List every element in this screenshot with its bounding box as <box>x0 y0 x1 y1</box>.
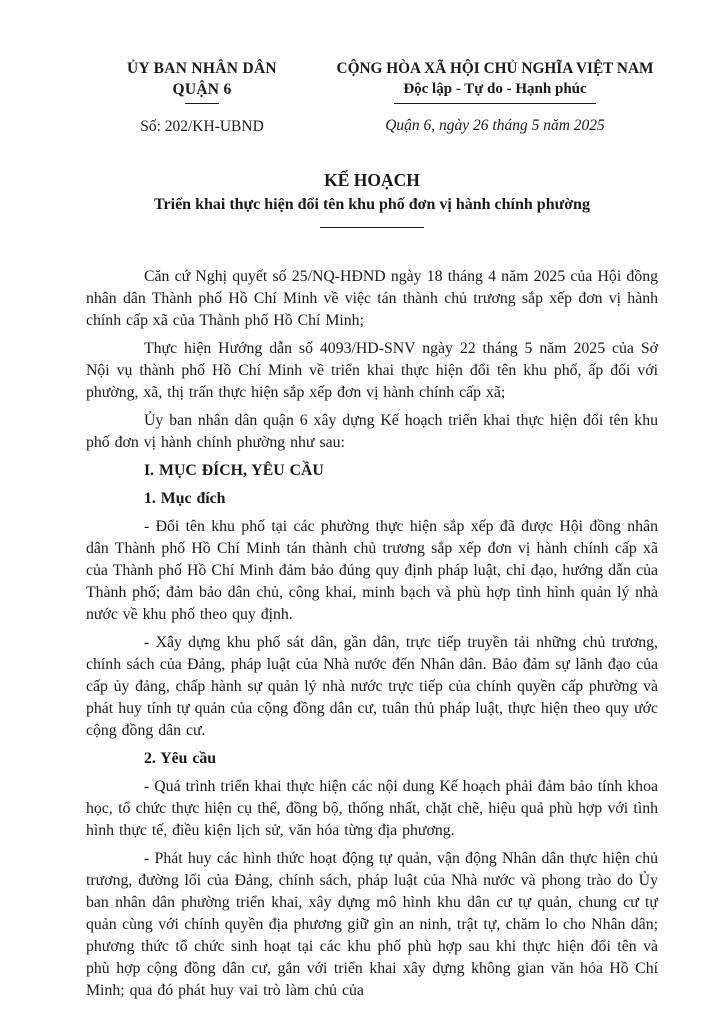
paragraph: Căn cứ Nghị quyết số 25/NQ-HĐND ngày 18 tháng 4 năm 2025 của Hội đồng nhân dân Thành phố Hồ Chí Minh về việc tán thành chủ trương sắp xếp đơn vị hành chính cấp xã của Thành phố Hồ Chí Minh; <box>86 268 658 329</box>
title-underline <box>320 227 424 228</box>
authority-underline <box>185 103 219 104</box>
title-block <box>86 169 658 228</box>
national-header-block <box>332 58 658 135</box>
document-header <box>86 58 658 136</box>
authority-parent-name: ỦY BAN NHÂN DÂN <box>127 60 277 77</box>
paragraph: Ủy ban nhân dân quận 6 xây dựng Kế hoạch triển khai thực hiện đổi tên khu phố đơn vị hành chính phường như sau: <box>86 412 658 451</box>
motto-underline <box>394 103 596 104</box>
subsection-heading-yeu-cau: 2. Yêu cầu <box>144 750 217 767</box>
document-number: Số: 202/KH-UBND <box>140 118 264 135</box>
paragraph: Thực hiện Hướng dẫn số 4093/HD-SNV ngày 22 tháng 5 năm 2025 của Sở Nội vụ thành phố Hồ Chí Minh về triển khai thực hiện đổi tên khu phố, ấp đối với phường, xã, thị trấn thực hiện sắp xếp đơn vị hành chính cấp xã; <box>86 340 658 401</box>
authority-name: QUẬN 6 <box>172 81 232 98</box>
subsection-heading-muc-dich: 1. Mục đích <box>144 490 226 507</box>
paragraph: - Đổi tên khu phố tại các phường thực hiện sắp xếp đã được Hội đồng nhân dân Thành phố Hồ Chí Minh tán thành chủ trương sắp xếp đơn vị hành chính cấp xã của Thành phố Hồ Chí Minh đảm bảo đúng quy định pháp luật, chỉ đạo, hướng dẫn của Thành phố; đảm bảo dân chủ, công khai, minh bạch và phù hợp tình hình quản lý nhà nước về khu phố theo quy định. <box>86 518 658 623</box>
document-subject-title: Triển khai thực hiện đổi tên khu phố đơn vị hành chính phường <box>154 196 590 213</box>
place-and-date: Quận 6, ngày 26 tháng 5 năm 2025 <box>385 117 605 134</box>
national-motto: Độc lập - Tự do - Hạnh phúc <box>403 81 587 97</box>
document-type-title: KẾ HOẠCH <box>324 170 420 190</box>
document-body <box>86 266 658 1002</box>
section-heading-muc-dich-yeu-cau: I. MỤC ĐÍCH, YÊU CẦU <box>144 462 324 479</box>
paragraph: - Phát huy các hình thức hoạt động tự quản, vận động Nhân dân thực hiện chủ trương, đường lối của Đảng, chính sách, pháp luật của Nhà nước và phong trào do Ủy ban nhân dân phường triển khai, xây dựng mô hình khu dân cư tự quản, chung cư tự quản cùng với chính quyền địa phương giữ gìn an ninh, trật tự, chăm lo cho Nhân dân; phương thức tổ chức sinh hoạt tại các khu phố phù hợp sau khi thực hiện đổi tên và phù hợp cộng đồng dân cư, gắn với triển khai xây dựng không gian văn hóa Hồ Chí Minh; qua đó phát huy vai trò làm chủ của <box>86 850 658 999</box>
paragraph: - Quá trình triển khai thực hiện các nội dung Kế hoạch phải đảm bảo tính khoa học, tổ chức thực hiện cụ thể, đồng bộ, thống nhất, chặt chẽ, hiệu quả phù hợp với tình hình thực tế, điều kiện lịch sử, văn hóa từng địa phương. <box>86 778 658 839</box>
paragraph: - Xây dựng khu phố sát dân, gần dân, trực tiếp truyền tải những chủ trương, chính sách của Đảng, pháp luật của Nhà nước đến Nhân dân. Bảo đảm sự lãnh đạo của cấp ủy đảng, chấp hành sự quản lý nhà nước trực tiếp của chính quyền cấp phường và phát huy tính tự quản của cộng đồng dân cư, tuân thủ pháp luật, thực hiện theo quy ước cộng đồng dân cư. <box>86 634 658 739</box>
national-title: CỘNG HÒA XÃ HỘI CHỦ NGHĨA VIỆT NAM <box>336 60 654 77</box>
issuing-authority-block <box>86 58 318 136</box>
